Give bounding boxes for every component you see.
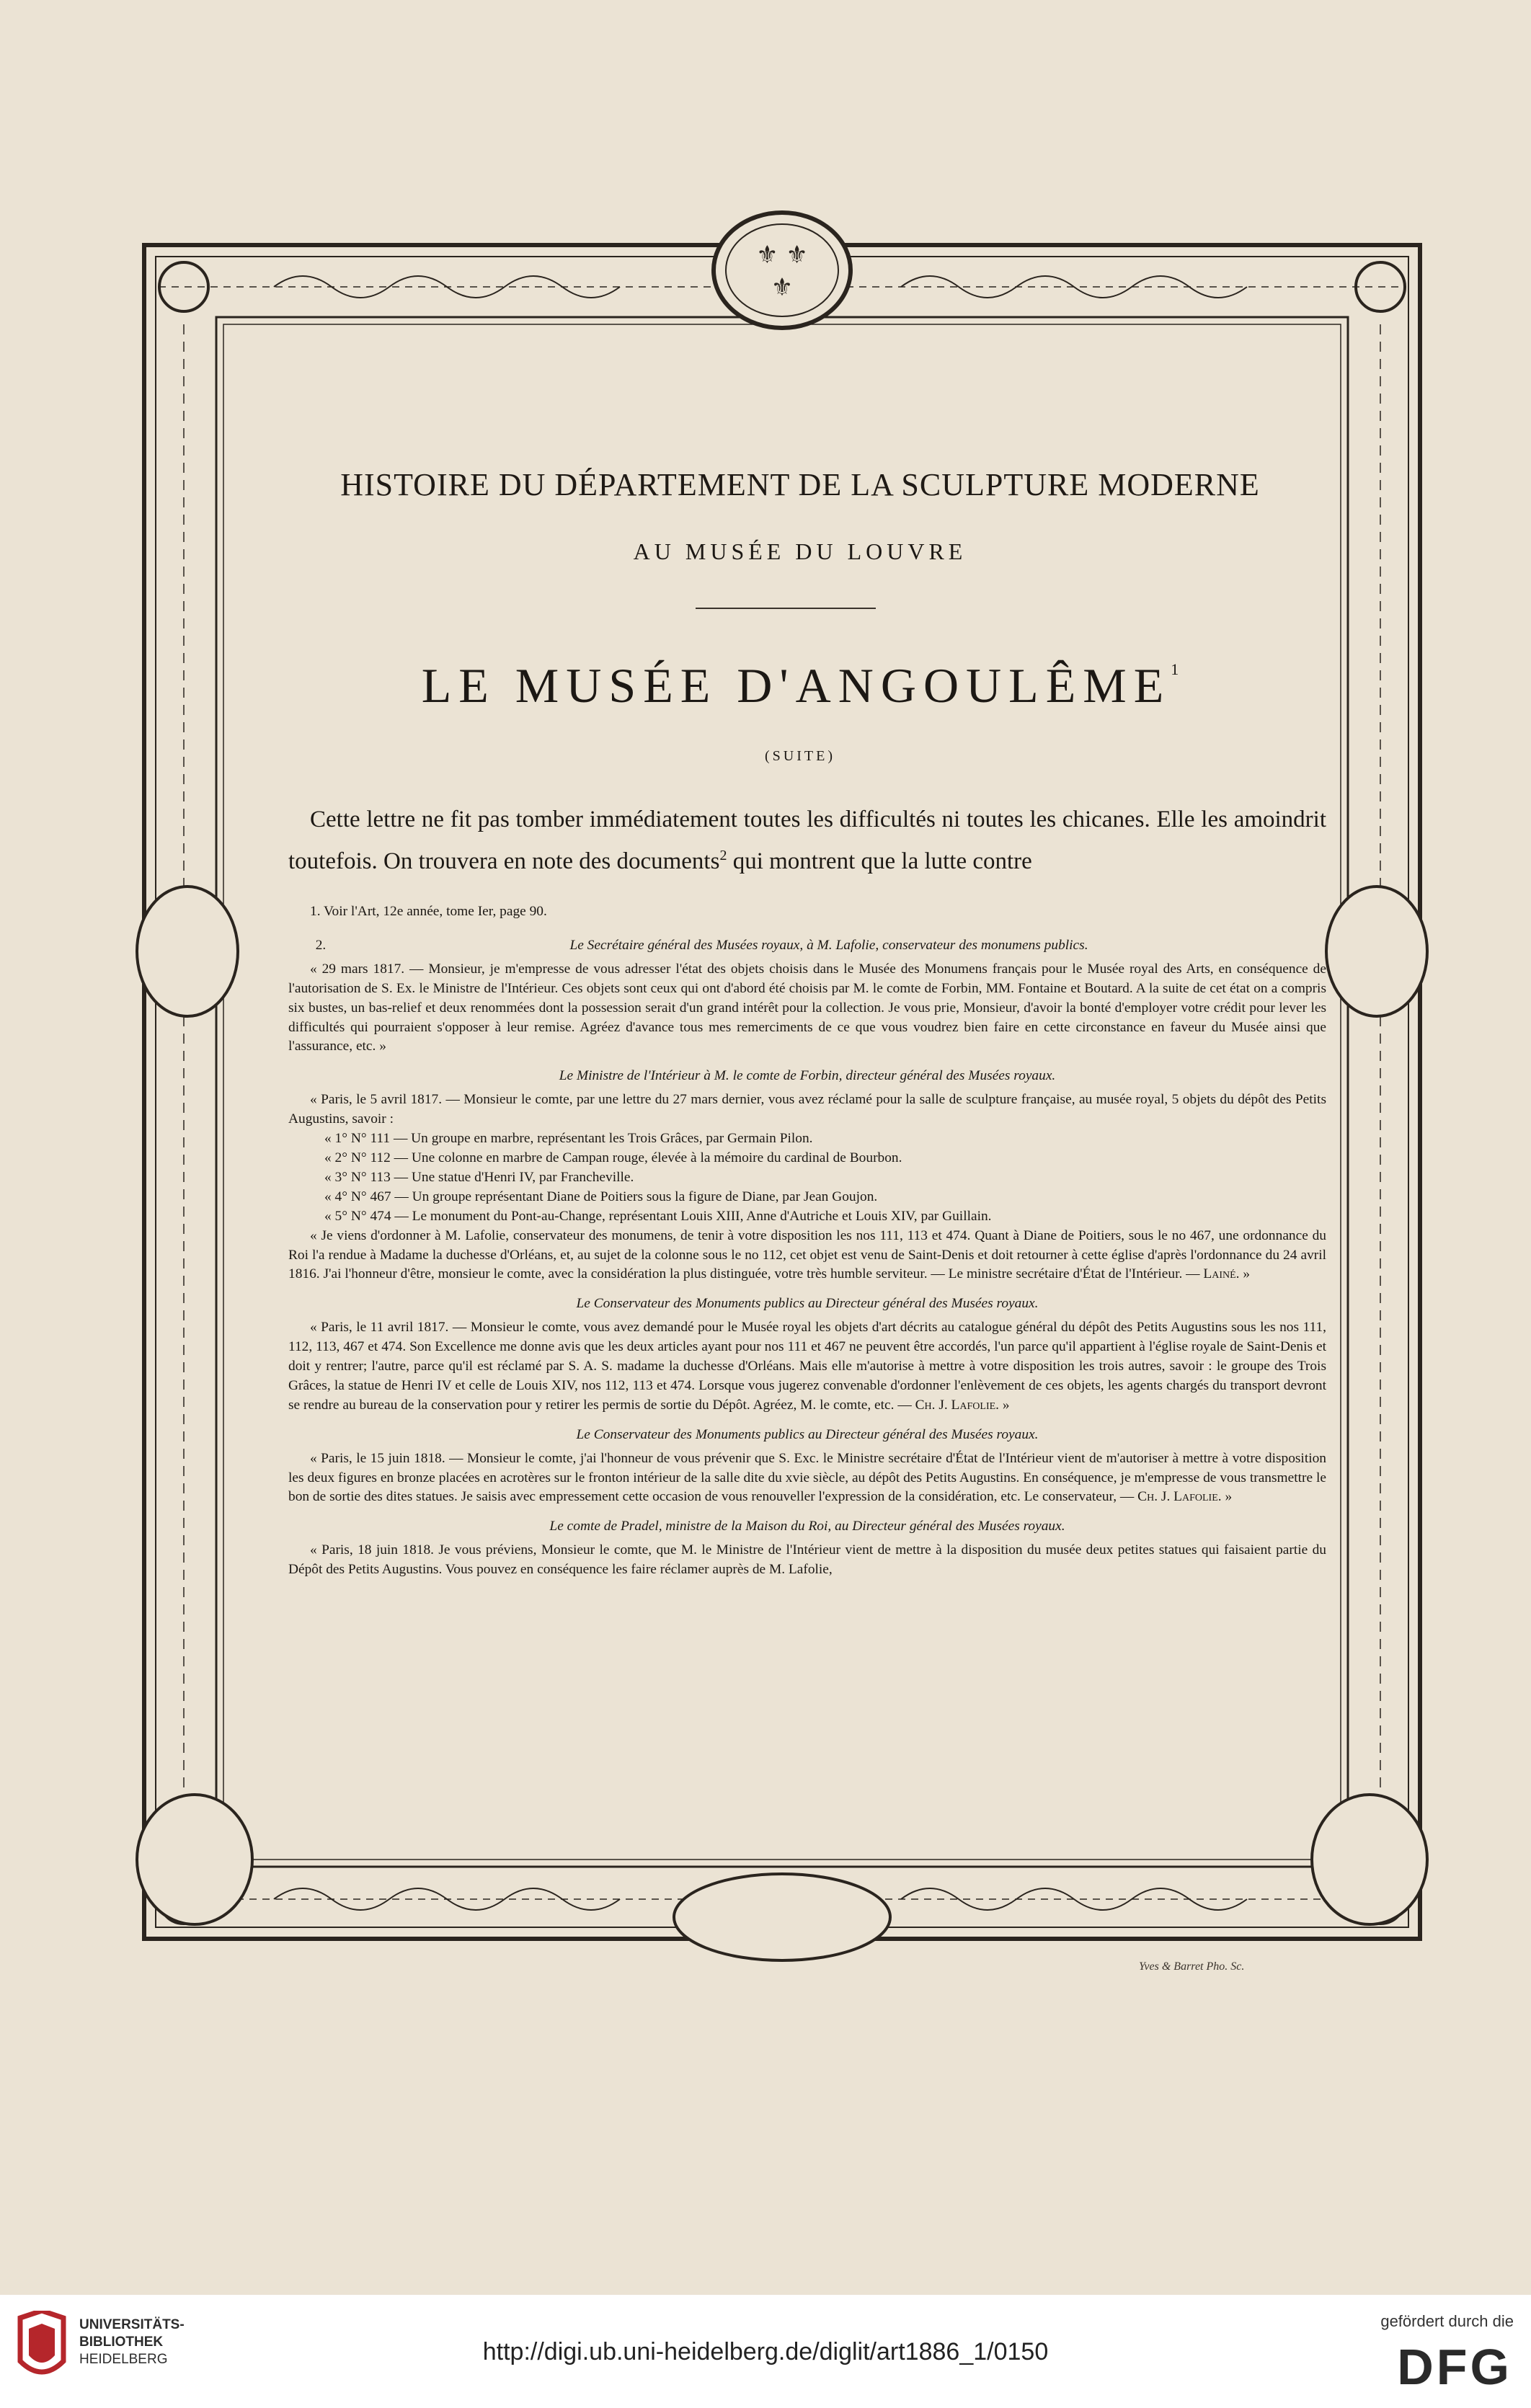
footnote-1: 1. Voir l'Art, 12e année, tome Ier, page 90. xyxy=(310,904,547,919)
letter-3-text: « Paris, le 11 avril 1817. — Monsieur le comte, vous avez demandé pour le Musée royal les objets d'art décrits au catalogue général du dépôt des Petits Augustins sous les nos 111, 112, 113, 467 et 474. Son Excellence me donne avis que les deux articles ayant pour nos 111 et 467 ne peuvent être accordés, l'un parce qu'il appartient à l'église royale de Saint-Denis et doit y rentrer; l'autre, parce qu'il est réclamé par S. A. S. madame la duchesse d'Orléans. Mais elle m'autorise à mettre à votre disposition les trois autres, savoir : le groupe des Trois Grâces, la statue de Henri IV et celle de Louis XIV, nos 112, 113 et 474. Lorsque vous jugerez convenable d'ordonner l'enlèvement de ces objets, les agents chargés du transport devront se rendre au bureau de la conservation pour y retirer les permis de sortie du Dépôt. Agréez, M. le comte, etc. — xyxy=(288,1320,1326,1413)
letter-2-item-1: « 1° N° 111 — Un groupe en marbre, représentant les Trois Grâces, par Germain Pilon. xyxy=(324,1131,813,1147)
suite-label: (SUITE) xyxy=(765,748,835,764)
footer-bar xyxy=(0,2295,1531,2408)
library-name-line3: HEIDELBERG xyxy=(79,2352,168,2367)
engraver-credit: Yves & Barret Pho. Sc. xyxy=(1139,1960,1245,1973)
library-name-line1: UNIVERSITÄTS- xyxy=(79,2317,185,2332)
lead-text-1: Cette lettre ne fit pas tomber immédiatement toutes les difficultés ni toutes les chicanes. Elle les amoindrit toutefois. On trouvera en note des documents xyxy=(288,807,1326,874)
letter-2-closing xyxy=(288,1227,1326,1285)
page-title: HISTOIRE DU DÉPARTEMENT DE LA SCULPTURE MODERNE xyxy=(340,467,1260,502)
title-footnote-marker: 1 xyxy=(1171,660,1179,678)
letter-3-signature: Ch. J. Lafolie. » xyxy=(915,1397,1010,1413)
lead-paragraph xyxy=(288,801,1326,879)
article-title xyxy=(238,657,1362,714)
letter-2-item-4: « 4° N° 467 — Un groupe représentant Diane de Poitiers sous la figure de Diane, par Jean Goujon. xyxy=(324,1189,878,1204)
letter-2-signature: Lainé. » xyxy=(1203,1266,1251,1282)
page-subtitle: AU MUSÉE DU LOUVRE xyxy=(633,538,967,564)
document-url-link[interactable]: http://digi.ub.uni-heidelberg.de/diglit/art1886_1/0150 xyxy=(482,2338,1049,2365)
library-name-line2: BIBLIOTHEK xyxy=(79,2334,164,2350)
letter-4-text: « Paris, le 15 juin 1818. — Monsieur le comte, j'ai l'honneur de vous prévenir que S. Exc. le Ministre secrétaire d'État de l'Intérieur vient de m'autoriser à mettre à votre disposition les deux figures en bronze placées en acrotères sur le fronton intérieur de la salle dite du xvie siècle, au dépôt des Petits Augustins. En conséquence, je m'empresse de vous transmettre le bon de sortie des dites statues. Je saisis avec empressement cette occasion de vous renouveller l'expression de la considération, etc. Le conservateur, — xyxy=(288,1450,1326,1505)
svg-text:⚜: ⚜ xyxy=(771,273,794,302)
letter-5-body: « Paris, 18 juin 1818. Je vous préviens, Monsieur le comte, que M. le Ministre de l'Intérieur vient de mettre à la disposition du musée deux petites statues qui faisaient partie du Dépôt des Petits Augustins. Vous pouvez en conséquence les faire réclamer auprès de M. Lafolie, xyxy=(288,1542,1326,1578)
svg-text:⚜ ⚜: ⚜ ⚜ xyxy=(756,241,808,270)
letter-2-body: « Paris, le 5 avril 1817. — Monsieur le comte, par une lettre du 27 mars dernier, vous avez réclamé pour la salle de sculpture française, au musée royal, 5 objets du dépôt des Petits Augustins, savoir : xyxy=(288,1092,1326,1127)
footnote-2-number: 2. xyxy=(315,937,327,953)
letter-heading-2: Le Ministre de l'Intérieur à M. le comte de Forbin, directeur général des Musées royaux. xyxy=(559,1068,1056,1084)
footnote-2-heading xyxy=(288,936,1326,956)
title-divider xyxy=(696,608,876,609)
letter-4-signature: Ch. J. Lafolie. » xyxy=(1137,1489,1233,1505)
letter-heading-4: Le Conservateur des Monuments publics au Directeur général des Musées royaux. xyxy=(576,1426,1039,1442)
letter-heading-5: Le comte de Pradel, ministre de la Maison du Roi, au Directeur général des Musées royaux. xyxy=(549,1519,1065,1534)
article-title-text: LE MUSÉE D'ANGOULÊME xyxy=(421,658,1171,713)
letter-1-body: « 29 mars 1817. — Monsieur, je m'empresse de vous adresser l'état des objets choisis dans le Musée des Monumens français pour le Musée royal des Arts, en conséquence de l'autorisation de S. Ex. le Ministre de l'Intérieur. Ces objets sont ceux qui ont d'abord été choisis par M. le comte de Forbin, MM. Fontaine et Boutard. A la suite de cet état on a compris six bustes, un bas-relief et deux renommées dont la possession serait d'un grand intérêt pour la collection. Je vous prie, Monsieur, d'avoir la bonté d'employer votre crédit pour lever les difficultés qui pourraient s'opposer à leur remise. Agréez d'avance tous mes remerciments de ce que vous voudrez bien faire en cette circonstance en faveur du Musée ainsi que l'assurance, etc. » xyxy=(288,961,1326,1054)
funding-note: gefördert durch die xyxy=(1380,2312,1514,2330)
letter-2-closing-text: « Je viens d'ordonner à M. Lafolie, conservateur des monumens, de tenir à votre disposition les nos 111, 113 et 474. Quant à Diane de Poitiers, sous le no 467, une ordonnance du Roi l'a rendue à Madame la duchesse d'Orléans, et, au sujet de la colonne sous le no 112, cet objet est venu de Saint-Denis et doit retourner à cette église d'après l'ordonnance du 24 avril 1816. J'ai l'honneur d'être, monsieur le comte, avec la considération la plus distinguée, votre très humble serviteur. — Le ministre secrétaire d'État de l'Intérieur. — xyxy=(288,1227,1326,1282)
letter-2-item-3: « 3° N° 113 — Une statue d'Henri IV, par Francheville. xyxy=(324,1169,634,1185)
letter-heading-3: Le Conservateur des Monuments publics au Directeur général des Musées royaux. xyxy=(576,1296,1039,1312)
footnotes xyxy=(288,899,1326,1580)
letter-2-item-5: « 5° N° 474 — Le monument du Pont-au-Change, représentant Louis XIII, Anne d'Autriche et Louis XIV, par Guillain. xyxy=(324,1208,992,1224)
letter-4-body xyxy=(288,1449,1326,1508)
letter-3-body xyxy=(288,1318,1326,1416)
lead-text-2: qui montrent que la lutte contre xyxy=(727,848,1032,874)
letter-2-item-2: « 2° N° 112 — Une colonne en marbre de Campan rouge, élevée à la mémoire du cardinal de Bourbon. xyxy=(324,1150,902,1165)
lead-footnote-marker: 2 xyxy=(719,848,727,863)
letter-heading-1: Le Secrétaire général des Musées royaux, à M. Lafolie, conservateur des monumens publics. xyxy=(569,937,1088,953)
dfg-logo-icon[interactable]: DFG xyxy=(1397,2339,1512,2395)
